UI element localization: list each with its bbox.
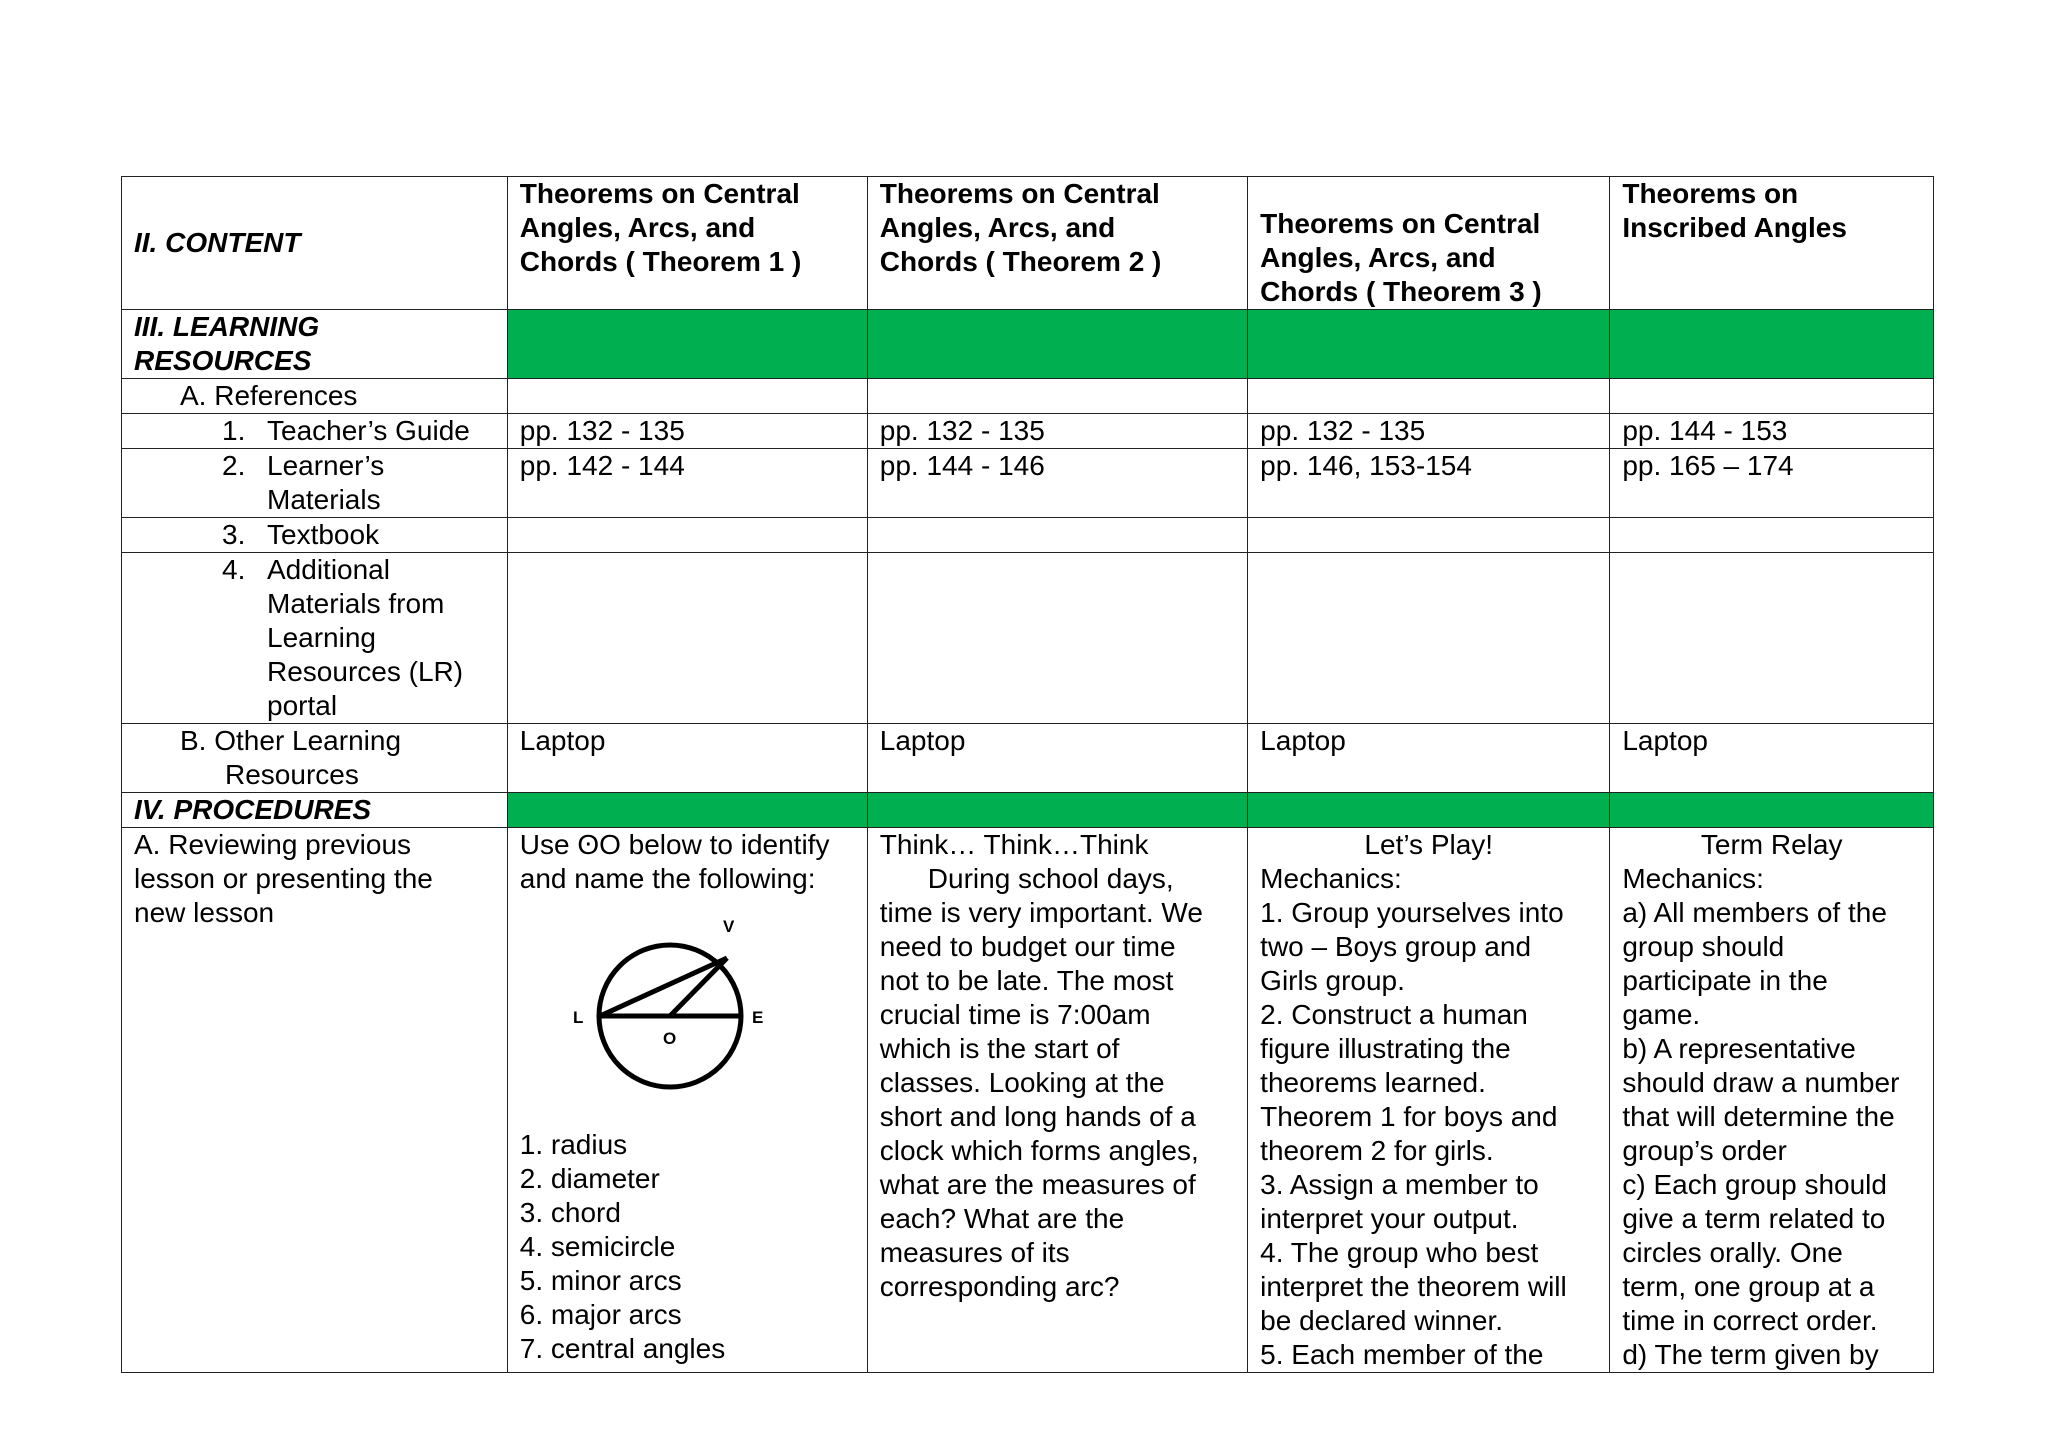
point-v-label: V bbox=[722, 917, 735, 936]
empty-cell bbox=[1248, 379, 1610, 414]
text-line: that will determine the bbox=[1622, 1101, 1895, 1132]
content-title-1 bbox=[507, 177, 867, 310]
empty-cell bbox=[867, 518, 1247, 553]
item-number: 3. bbox=[222, 519, 246, 550]
other-resources-value: Laptop bbox=[867, 724, 1247, 793]
text-line: Theorem 1 for boys and bbox=[1260, 1101, 1558, 1132]
additional-materials-row bbox=[122, 553, 1934, 724]
text-line: a) All members of the bbox=[1622, 897, 1887, 928]
empty-cell bbox=[1610, 553, 1934, 724]
review-row bbox=[122, 828, 1934, 1373]
other-resources-row bbox=[122, 724, 1934, 793]
text-line: classes. Looking at the bbox=[879, 1067, 1165, 1098]
title-line: Angles, Arcs, and bbox=[879, 212, 1116, 243]
text-line: interpret your output. bbox=[1260, 1203, 1519, 1234]
text-line: game. bbox=[1622, 999, 1701, 1030]
text-line: participate in the bbox=[1622, 965, 1828, 996]
text-line: measures of its bbox=[879, 1237, 1070, 1268]
circle-diagram bbox=[520, 906, 855, 1128]
learners-materials-value: pp. 165 – 174 bbox=[1610, 449, 1934, 518]
textbook-row bbox=[122, 518, 1934, 553]
teachers-guide-label bbox=[122, 414, 508, 449]
review-col-2 bbox=[867, 828, 1247, 1373]
list-item: 5. minor arcs bbox=[519, 1265, 682, 1296]
text-line: Mechanics: bbox=[1622, 863, 1764, 894]
empty-cell bbox=[1248, 518, 1610, 553]
label-line: Resources bbox=[225, 759, 359, 790]
teachers-guide-value: pp. 132 - 135 bbox=[1248, 414, 1610, 449]
procedures-row bbox=[122, 793, 1934, 828]
text-line: Girls group. bbox=[1260, 965, 1405, 996]
empty-cell bbox=[1248, 553, 1610, 724]
learners-materials-value: pp. 142 - 144 bbox=[507, 449, 867, 518]
other-resources-value: Laptop bbox=[1610, 724, 1934, 793]
learners-materials-label bbox=[122, 449, 508, 518]
text-line: 3. Assign a member to bbox=[1260, 1169, 1539, 1200]
text-line: crucial time is 7:00am bbox=[879, 999, 1151, 1030]
item-label: Additional bbox=[267, 554, 390, 585]
review-col-4 bbox=[1610, 828, 1934, 1373]
other-resources-label bbox=[122, 724, 508, 793]
text-line: two – Boys group and bbox=[1260, 931, 1532, 962]
green-fill-cell bbox=[507, 310, 867, 379]
item-number: 4. bbox=[222, 554, 246, 585]
text-line: b) A representative bbox=[1622, 1033, 1856, 1064]
content-title-2 bbox=[867, 177, 1247, 310]
item-label: Learner’s bbox=[267, 450, 385, 481]
intro-line: and name the following: bbox=[519, 863, 816, 894]
item-label: Materials from bbox=[267, 588, 445, 619]
activity-title: Term Relay bbox=[1700, 829, 1843, 860]
label-line: new lesson bbox=[134, 897, 275, 928]
intro-line: Use ʘO below to identify bbox=[519, 829, 830, 860]
teachers-guide-value: pp. 132 - 135 bbox=[507, 414, 867, 449]
lesson-plan-table bbox=[121, 176, 1934, 1373]
title-line: Theorems on Central bbox=[879, 178, 1160, 209]
content-title-4 bbox=[1610, 177, 1934, 310]
text-line: Mechanics: bbox=[1260, 863, 1402, 894]
text-line: figure illustrating the bbox=[1260, 1033, 1511, 1064]
point-o-label: O bbox=[662, 1029, 676, 1048]
empty-cell bbox=[1610, 379, 1934, 414]
empty-cell bbox=[867, 553, 1247, 724]
item-label: Textbook bbox=[267, 519, 380, 550]
point-e-label: E bbox=[751, 1008, 764, 1027]
additional-materials-label bbox=[122, 553, 508, 724]
empty-cell bbox=[507, 553, 867, 724]
item-label: Materials bbox=[267, 484, 381, 515]
text-line: theorems learned. bbox=[1260, 1067, 1486, 1098]
label-line: lesson or presenting the bbox=[134, 863, 433, 894]
activity-title: Let’s Play! bbox=[1364, 829, 1494, 860]
text-line: clock which forms angles, bbox=[879, 1135, 1199, 1166]
title-line: Chords ( Theorem 1 ) bbox=[519, 246, 802, 277]
circle-o-diagram bbox=[520, 906, 790, 1128]
other-resources-value: Laptop bbox=[1248, 724, 1610, 793]
learners-materials-row bbox=[122, 449, 1934, 518]
item-number: 1. bbox=[222, 415, 246, 446]
title-line: Angles, Arcs, and bbox=[519, 212, 756, 243]
teachers-guide-value: pp. 144 - 153 bbox=[1610, 414, 1934, 449]
title-line: Inscribed Angles bbox=[1622, 212, 1847, 243]
text-line: c) Each group should bbox=[1622, 1169, 1887, 1200]
text-line: theorem 2 for girls. bbox=[1260, 1135, 1494, 1166]
content-row bbox=[122, 177, 1934, 310]
references-label: A. References bbox=[122, 379, 508, 414]
teachers-guide-row bbox=[122, 414, 1934, 449]
title-line: Theorems on bbox=[1622, 178, 1799, 209]
learning-resources-label bbox=[122, 310, 508, 379]
item-number: 2. bbox=[222, 450, 246, 481]
green-fill-cell bbox=[1248, 793, 1610, 828]
text-line: During school days, bbox=[927, 863, 1174, 894]
review-label bbox=[122, 828, 508, 1373]
text-line: 1. Group yourselves into bbox=[1260, 897, 1564, 928]
item-label: portal bbox=[267, 690, 338, 721]
activity-title: Think… Think…Think bbox=[879, 829, 1149, 860]
green-fill-cell bbox=[1610, 793, 1934, 828]
green-fill-cell bbox=[1248, 310, 1610, 379]
text-line: interpret the theorem will bbox=[1260, 1271, 1567, 1302]
empty-cell bbox=[507, 379, 867, 414]
title-line: Theorems on Central bbox=[1260, 208, 1541, 239]
green-fill-cell bbox=[867, 793, 1247, 828]
label-line: A. Reviewing previous bbox=[134, 829, 412, 860]
green-fill-cell bbox=[867, 310, 1247, 379]
list-item: 6. major arcs bbox=[519, 1299, 682, 1330]
text-line: 5. Each member of the bbox=[1260, 1339, 1544, 1370]
title-line: Angles, Arcs, and bbox=[1260, 242, 1496, 273]
radius-ov-line bbox=[670, 958, 727, 1016]
review-col-3 bbox=[1248, 828, 1610, 1373]
text-line: short and long hands of a bbox=[879, 1101, 1196, 1132]
empty-cell bbox=[1610, 518, 1934, 553]
other-resources-value: Laptop bbox=[507, 724, 867, 793]
content-label: II. CONTENT bbox=[134, 227, 301, 258]
text-line: time in correct order. bbox=[1622, 1305, 1878, 1336]
text-line: should draw a number bbox=[1622, 1067, 1900, 1098]
review-col-1 bbox=[507, 828, 867, 1373]
learners-materials-value: pp. 146, 153-154 bbox=[1248, 449, 1610, 518]
text-line: not to be late. The most bbox=[879, 965, 1174, 996]
text-line: group’s order bbox=[1622, 1135, 1787, 1166]
item-label: Teacher’s Guide bbox=[267, 415, 470, 446]
text-line: time is very important. We bbox=[879, 897, 1203, 928]
textbook-label bbox=[122, 518, 508, 553]
content-title-3 bbox=[1248, 177, 1610, 310]
empty-cell bbox=[867, 379, 1247, 414]
list-item: 4. semicircle bbox=[519, 1231, 676, 1262]
label-line: B. Other Learning bbox=[180, 725, 402, 756]
item-label: Learning bbox=[267, 622, 376, 653]
text-line: each? What are the bbox=[879, 1203, 1125, 1234]
list-item: 3. chord bbox=[519, 1197, 621, 1228]
text-line: which is the start of bbox=[879, 1033, 1120, 1064]
title-line: Chords ( Theorem 2 ) bbox=[879, 246, 1162, 277]
list-item: 2. diameter bbox=[519, 1163, 660, 1194]
green-fill-cell bbox=[507, 793, 867, 828]
text-line: what are the measures of bbox=[879, 1169, 1196, 1200]
procedures-label: IV. PROCEDURES bbox=[122, 793, 508, 828]
references-row bbox=[122, 379, 1934, 414]
text-line: 2. Construct a human bbox=[1260, 999, 1528, 1030]
label-line: RESOURCES bbox=[134, 345, 312, 376]
text-line: need to budget our time bbox=[879, 931, 1176, 962]
green-fill-cell bbox=[1610, 310, 1934, 379]
empty-cell bbox=[507, 518, 867, 553]
text-line: 4. The group who best bbox=[1260, 1237, 1539, 1268]
text-line: corresponding arc? bbox=[879, 1271, 1120, 1302]
text-line: group should bbox=[1622, 931, 1785, 962]
text-line: give a term related to bbox=[1622, 1203, 1886, 1234]
learners-materials-value: pp. 144 - 146 bbox=[867, 449, 1247, 518]
content-label-cell bbox=[122, 177, 508, 310]
text-line: circles orally. One bbox=[1622, 1237, 1843, 1268]
text-line: d) The term given by bbox=[1622, 1339, 1879, 1370]
title-line: Chords ( Theorem 3 ) bbox=[1260, 276, 1542, 307]
list-item: 7. central angles bbox=[519, 1333, 726, 1364]
text-line: be declared winner. bbox=[1260, 1305, 1503, 1336]
label-line: III. LEARNING bbox=[134, 311, 320, 342]
teachers-guide-value: pp. 132 - 135 bbox=[867, 414, 1247, 449]
text-line: term, one group at a bbox=[1622, 1271, 1875, 1302]
item-label: Resources (LR) bbox=[267, 656, 464, 687]
learning-resources-row bbox=[122, 310, 1934, 379]
title-line: Theorems on Central bbox=[519, 178, 800, 209]
list-item: 1. radius bbox=[519, 1129, 628, 1160]
point-l-label: L bbox=[572, 1008, 584, 1027]
